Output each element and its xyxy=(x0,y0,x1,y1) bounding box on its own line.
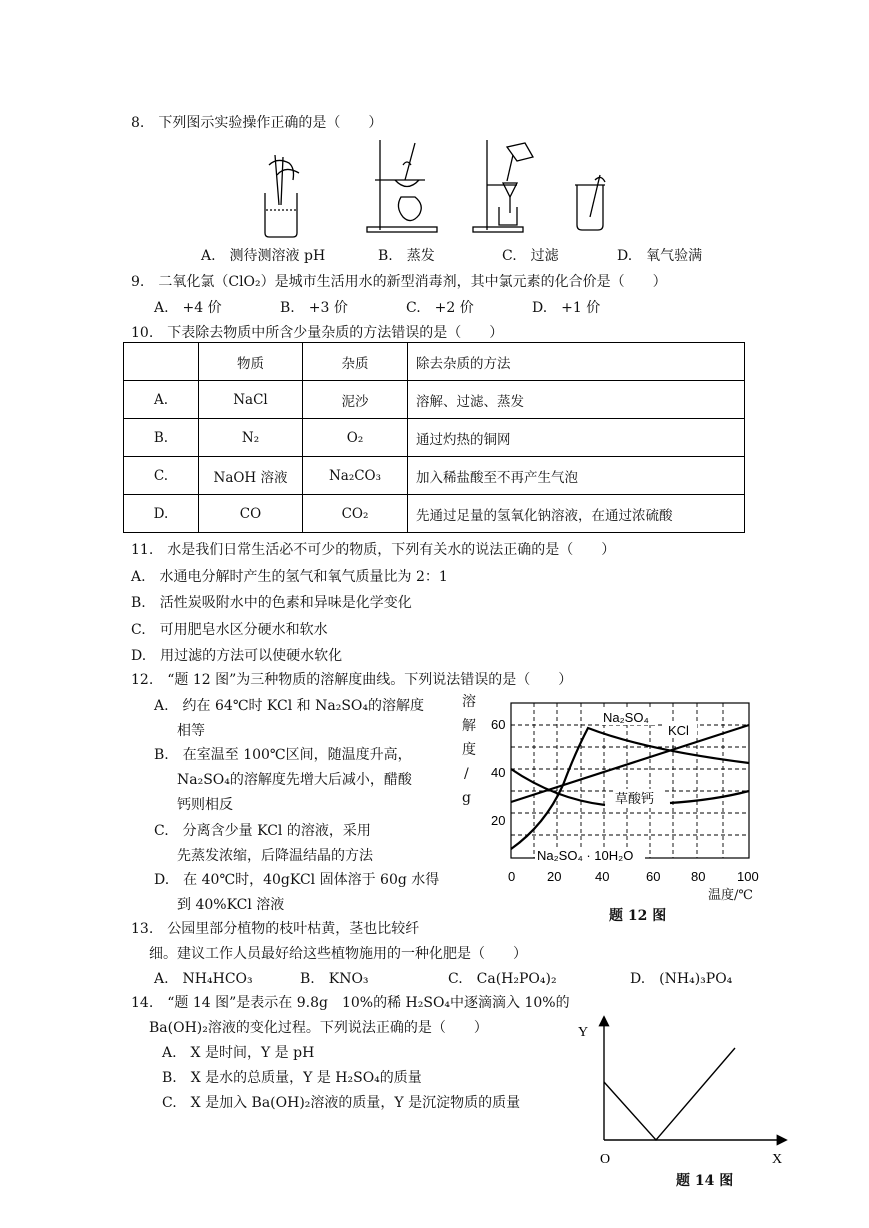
q10-table xyxy=(123,342,745,533)
q13-option-d: D. (NH₄)₃PO₄ xyxy=(630,971,733,987)
calcium-oxalate-curve-right xyxy=(670,791,749,803)
q12-option-c-line1: C. 分离含少量 KCl 的溶液，采用 xyxy=(154,823,371,839)
table-row xyxy=(124,381,745,419)
q9-text: 9. 二氧化氯（ClO₂）是城市生活用水的新型消毒剂，其中氯元素的化合价是（ ） xyxy=(131,274,667,290)
table-cell: A. xyxy=(124,381,199,419)
q12-caption: 题 12 图 xyxy=(609,908,667,924)
q13-option-a: A. NH₄HCO₃ xyxy=(154,971,253,987)
q9-option-a: A. +4 价 xyxy=(154,300,222,316)
na2so4-label: Na₂SO₄ xyxy=(603,710,649,725)
q14-origin-label: O xyxy=(600,1152,611,1167)
q14-option-a: A. X 是时间，Y 是 pH xyxy=(162,1045,315,1061)
q12-option-b-line1: B. 在室温至 100℃区间，随温度升高， xyxy=(154,747,412,763)
table-cell: CO xyxy=(199,495,303,533)
filtration-illustration xyxy=(473,140,533,232)
q8-option-a: A. 测待测溶液 pH xyxy=(201,248,326,264)
table-cell: B. xyxy=(124,419,199,457)
q9-option-c: C. +2 价 xyxy=(406,300,474,316)
xtick-label: 100 xyxy=(737,869,759,884)
ylabel-char: / xyxy=(464,766,469,782)
q12-ylabel xyxy=(462,690,476,810)
q14-graph xyxy=(570,1010,800,1170)
xtick-label: 0 xyxy=(508,869,516,884)
table-header-row xyxy=(124,343,745,381)
table-row xyxy=(124,495,745,533)
q9-option-b: B. +3 价 xyxy=(280,300,348,316)
xtick-label: 60 xyxy=(646,869,661,884)
q9-option-d: D. +1 价 xyxy=(532,300,601,316)
q12-option-b-line2: Na₂SO₄的溶解度先增大后减小，醋酸 xyxy=(177,772,412,788)
xtick-label: 80 xyxy=(691,869,706,884)
table-header-cell: 杂质 xyxy=(303,343,408,381)
ylabel-char: 溶 xyxy=(462,694,476,710)
table-cell: C. xyxy=(124,457,199,495)
table-cell: NaOH 溶液 xyxy=(199,457,303,495)
table-header-cell: 除去杂质的方法 xyxy=(408,343,745,381)
table-cell: 先通过足量的氢氧化钠溶液，在通过浓硫酸 xyxy=(408,495,745,533)
q14-text-line2: Ba(OH)₂溶液的变化过程。下列说法正确的是（ ） xyxy=(149,1020,488,1036)
q14-option-b: B. X 是水的总质量，Y 是 H₂SO₄的质量 xyxy=(162,1070,422,1086)
q11-option-a: A. 水通电分解时产生的氢气和氧气质量比为 2：1 xyxy=(131,569,448,585)
q8-text: 8. 下列图示实验操作正确的是（ ） xyxy=(131,115,383,131)
q14-text-line1: 14. “题 14 图”是表示在 9.8g 10%的稀 H₂SO₄中逐滴滴入 10%的 xyxy=(131,995,570,1011)
table-cell: Na₂CO₃ xyxy=(303,457,408,495)
q13-option-b: B. KNO₃ xyxy=(300,971,369,987)
table-header-cell: 物质 xyxy=(199,343,303,381)
ytick-label: 20 xyxy=(491,813,506,828)
calcium-oxalate-label: 草酸钙 xyxy=(615,792,655,807)
q10-text: 10. 下表除去物质中所含少量杂质的方法错误的是（ ） xyxy=(131,325,504,341)
q14-x-label: X xyxy=(772,1152,783,1167)
q13-option-c: C. Ca(H₂PO₄)₂ xyxy=(448,971,557,987)
hydrate-label: Na₂SO₄ · 10H₂O xyxy=(537,848,634,863)
q12-option-b-line3: 钙则相反 xyxy=(177,797,233,813)
q14-caption: 题 14 图 xyxy=(676,1173,734,1189)
ytick-label: 40 xyxy=(491,765,506,780)
q8-apparatus-figure xyxy=(255,135,615,240)
q11-option-b: B. 活性炭吸附水中的色素和异味是化学变化 xyxy=(131,595,412,611)
q11-option-d: D. 用过滤的方法可以使硬水软化 xyxy=(131,648,343,664)
table-cell: D. xyxy=(124,495,199,533)
table-cell: NaCl xyxy=(199,381,303,419)
q11-text: 11. 水是我们日常生活必不可少的物质，下列有关水的说法正确的是（ ） xyxy=(131,542,616,558)
ylabel-char: 度 xyxy=(462,742,476,758)
table-cell: 溶解、过滤、蒸发 xyxy=(408,381,745,419)
q12-option-a-line2: 相等 xyxy=(177,723,205,739)
table-cell: 泥沙 xyxy=(303,381,408,419)
q13-text-line1: 13. 公园里部分植物的枝叶枯黄，茎也比较纤 xyxy=(131,921,420,937)
xtick-label: 40 xyxy=(595,869,610,884)
table-cell: 通过灼热的铜网 xyxy=(408,419,745,457)
ylabel-char: 解 xyxy=(462,718,476,734)
table-row xyxy=(124,419,745,457)
q14-option-c: C. X 是加入 Ba(OH)₂溶液的质量，Y 是沉淀物质的质量 xyxy=(162,1095,521,1111)
xtick-label: 20 xyxy=(547,869,562,884)
table-header-cell xyxy=(124,343,199,381)
ph-test-illustration xyxy=(265,155,299,237)
table-cell: N₂ xyxy=(199,419,303,457)
table-cell: O₂ xyxy=(303,419,408,457)
q14-y-label: Y xyxy=(578,1025,589,1040)
q12-solubility-chart xyxy=(485,695,760,895)
ytick-label: 60 xyxy=(491,717,506,732)
q12-xlabel: 温度/℃ xyxy=(708,888,753,903)
table-cell: CO₂ xyxy=(303,495,408,533)
table-cell: 加入稀盐酸至不再产生气泡 xyxy=(408,457,745,495)
ylabel-char: g xyxy=(462,790,471,806)
q12-option-c-line2: 先蒸发浓缩，后降温结晶的方法 xyxy=(177,848,373,864)
table-row xyxy=(124,457,745,495)
q8-option-b: B. 蒸发 xyxy=(378,248,435,264)
q12-option-d-line1: D. 在 40℃时，40gKCl 固体溶于 60g 水得 xyxy=(154,872,440,888)
evaporation-illustration xyxy=(367,140,437,232)
q8-option-c: C. 过滤 xyxy=(502,248,559,264)
q12-text: 12. “题 12 图”为三种物质的溶解度曲线。下列说法错误的是（ ） xyxy=(131,672,573,688)
q12-option-a-line1: A. 约在 64℃时 KCl 和 Na₂SO₄的溶解度 xyxy=(154,698,424,714)
oxygen-test-illustration xyxy=(575,175,605,230)
q11-option-c: C. 可用肥皂水区分硬水和软水 xyxy=(131,622,328,638)
q12-option-d-line2: 到 40%KCl 溶液 xyxy=(177,897,285,913)
q13-text-line2: 细。建议工作人员最好给这些植物施用的一种化肥是（ ） xyxy=(149,946,527,962)
q8-option-d: D. 氧气验满 xyxy=(617,248,703,264)
q14-curve xyxy=(604,1048,735,1140)
kcl-label: KCl xyxy=(668,723,689,738)
